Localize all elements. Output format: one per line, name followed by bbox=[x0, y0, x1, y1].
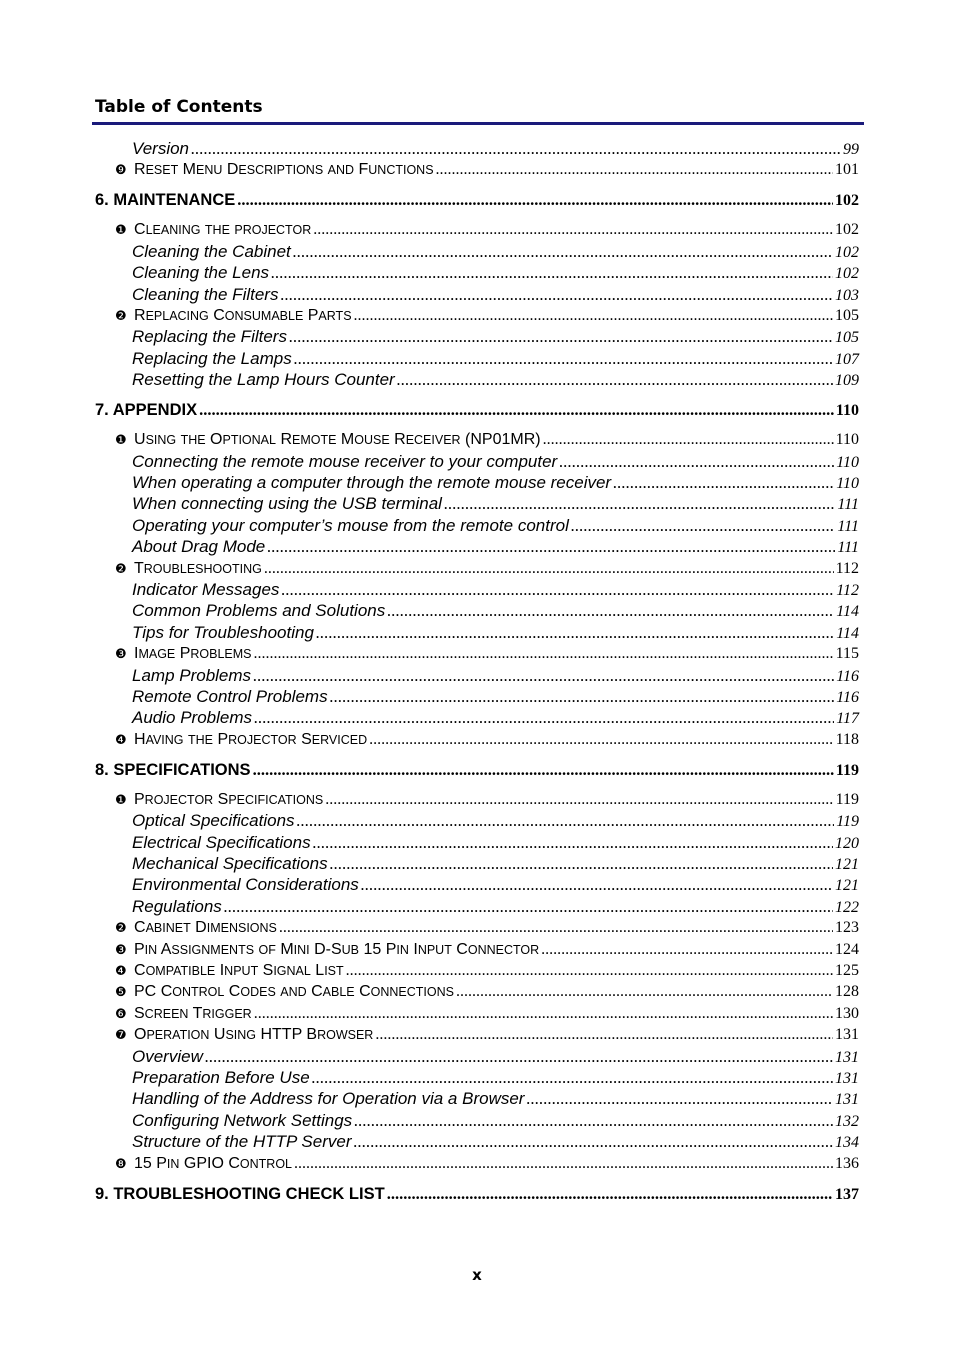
toc-bullet-number: ❾ bbox=[115, 163, 127, 178]
toc-bullet-number: ❺ bbox=[115, 985, 127, 1000]
toc-bullet-number: ❻ bbox=[115, 1007, 127, 1022]
toc-entry-section[interactable] bbox=[115, 730, 859, 751]
toc-entry-sub[interactable] bbox=[132, 242, 859, 263]
page-number: x bbox=[472, 1266, 482, 1284]
dot-leader bbox=[297, 811, 835, 831]
toc-entry-section[interactable] bbox=[115, 1025, 859, 1046]
toc-page-number: 116 bbox=[836, 668, 859, 685]
toc-page-number: 102 bbox=[835, 265, 859, 282]
toc-entry-label: ❷ REPLACING CONSUMABLE PARTS bbox=[115, 306, 352, 327]
toc-entry-label: When operating a computer through the remote mouse receiver bbox=[132, 473, 612, 492]
dot-leader bbox=[313, 833, 833, 853]
toc-page-number: 119 bbox=[835, 762, 859, 779]
dot-leader bbox=[325, 790, 833, 810]
dot-leader bbox=[289, 327, 833, 347]
dot-leader bbox=[294, 1154, 833, 1174]
toc-page-number: 131 bbox=[835, 1026, 859, 1043]
toc-entry-label: Resetting the Lamp Hours Counter bbox=[132, 370, 395, 389]
toc-bullet-number: ❶ bbox=[115, 433, 127, 448]
toc-page-number: 109 bbox=[835, 372, 859, 389]
dot-leader bbox=[294, 349, 833, 369]
toc-entry-label: Remote Control Problems bbox=[132, 687, 328, 706]
toc-entry-sub[interactable] bbox=[132, 516, 859, 537]
toc-entry-label: Structure of the HTTP Server bbox=[132, 1132, 352, 1151]
dot-leader bbox=[375, 1025, 833, 1045]
dot-leader bbox=[313, 220, 833, 240]
toc-entry-label: ❶ USING THE OPTIONAL REMOTE MOUSE RECEIVER (NP01MR) bbox=[115, 430, 541, 451]
toc-page-number: 99 bbox=[843, 141, 859, 158]
toc-entry-label: 6. MAINTENANCE bbox=[95, 191, 236, 209]
toc-page-number: 131 bbox=[835, 1070, 859, 1087]
toc-entry-sub[interactable] bbox=[132, 1047, 859, 1068]
toc-page-number: 137 bbox=[835, 1186, 859, 1203]
toc-entry-label: 7. APPENDIX bbox=[95, 401, 198, 419]
toc-page-number: 102 bbox=[835, 221, 859, 238]
toc-entry-sub[interactable] bbox=[132, 666, 859, 687]
toc-entry-chapter[interactable] bbox=[95, 400, 859, 421]
toc-bullet-number: ❷ bbox=[115, 562, 127, 577]
toc-entry-sub[interactable] bbox=[132, 473, 859, 494]
toc-entry-label: Connecting the remote mouse receiver to your computer bbox=[132, 452, 558, 471]
toc-entry-label: Operating your computer’s mouse from the remote control bbox=[132, 516, 569, 535]
toc-entry-label: ❾ RESET MENU DESCRIPTIONS AND FUNCTIONS bbox=[115, 160, 434, 181]
toc-entry-sub[interactable] bbox=[132, 1089, 859, 1110]
toc-entry-section[interactable] bbox=[115, 430, 859, 451]
toc-entry-sub[interactable] bbox=[132, 494, 859, 515]
dot-leader bbox=[293, 242, 833, 262]
dot-leader bbox=[354, 306, 833, 326]
toc-entry-label: ❶ CLEANING THE PROJECTOR bbox=[115, 220, 311, 241]
dot-leader bbox=[191, 139, 841, 159]
toc-entry-sub[interactable] bbox=[132, 139, 859, 160]
toc-page-number: 111 bbox=[837, 496, 859, 513]
toc-entry-label: ❺ PC CONTROL CODES AND CABLE CONNECTIONS bbox=[115, 982, 454, 1003]
toc-entry-sub[interactable] bbox=[132, 580, 859, 601]
toc-page-number: 119 bbox=[835, 791, 859, 808]
dot-leader bbox=[254, 1004, 833, 1024]
toc-entry-label: Electrical Specifications bbox=[132, 833, 311, 852]
toc-bullet-number: ❹ bbox=[115, 964, 127, 979]
toc-bullet-number: ❹ bbox=[115, 733, 127, 748]
toc-page-number: 105 bbox=[835, 307, 859, 324]
toc-entry-sub[interactable] bbox=[132, 370, 859, 391]
toc-page-number: 136 bbox=[835, 1155, 859, 1172]
dot-leader bbox=[559, 452, 834, 472]
toc-entry-section[interactable] bbox=[115, 306, 859, 327]
toc-page-number: 123 bbox=[835, 919, 859, 936]
dot-leader bbox=[264, 559, 834, 579]
toc-page-number: 112 bbox=[835, 560, 859, 577]
dot-leader bbox=[312, 1068, 833, 1088]
toc-bullet-number: ❷ bbox=[115, 921, 127, 936]
toc-entry-sub[interactable] bbox=[132, 537, 859, 558]
toc-bullet-number: ❽ bbox=[115, 1157, 127, 1172]
dot-leader bbox=[613, 473, 834, 493]
toc-page-number: 130 bbox=[835, 1005, 859, 1022]
toc-entry-label: Cleaning the Lens bbox=[132, 263, 270, 282]
toc-page-number: 110 bbox=[836, 475, 859, 492]
dot-leader bbox=[316, 623, 834, 643]
toc-page-number: 124 bbox=[835, 941, 859, 958]
dot-leader bbox=[199, 400, 834, 420]
toc-entry-label: ❻ SCREEN TRIGGER bbox=[115, 1004, 252, 1025]
toc-page-number: 114 bbox=[836, 603, 859, 620]
toc-bullet-number: ❼ bbox=[115, 1028, 127, 1043]
toc-bullet-number: ❷ bbox=[115, 309, 127, 324]
toc-entry-label: ❼ OPERATION USING HTTP BROWSER bbox=[115, 1025, 373, 1046]
toc-page-number: 102 bbox=[835, 192, 859, 209]
toc-page-number: 121 bbox=[835, 877, 859, 894]
toc-entry-label: When connecting using the USB terminal bbox=[132, 494, 442, 513]
toc-entry-sub[interactable] bbox=[132, 285, 859, 306]
toc-entry-sub[interactable] bbox=[132, 1132, 859, 1153]
dot-leader bbox=[267, 537, 835, 557]
toc-page-number: 110 bbox=[835, 402, 859, 419]
toc-entry-section[interactable] bbox=[115, 1154, 859, 1175]
dot-leader bbox=[387, 1184, 833, 1204]
toc-entry-section[interactable] bbox=[115, 982, 859, 1003]
toc-entry-label: Environmental Considerations bbox=[132, 875, 359, 894]
toc-entry-label: ❷ CABINET DIMENSIONS bbox=[115, 918, 277, 939]
toc-entry-label: ❶ PROJECTOR SPECIFICATIONS bbox=[115, 790, 323, 811]
toc-entry-label: 8. SPECIFICATIONS bbox=[95, 761, 251, 779]
dot-leader bbox=[279, 918, 833, 938]
dot-leader bbox=[456, 982, 833, 1002]
dot-leader bbox=[253, 666, 834, 686]
dot-leader bbox=[526, 1089, 833, 1109]
toc-entry-label: Handling of the Address for Operation via a Browser bbox=[132, 1089, 525, 1108]
dot-leader bbox=[280, 285, 833, 305]
toc-entry-section[interactable] bbox=[115, 644, 859, 665]
toc-entry-label: Cleaning the Cabinet bbox=[132, 242, 291, 261]
toc-entry-sub[interactable] bbox=[132, 1068, 859, 1089]
toc-entry-label: Regulations bbox=[132, 897, 222, 916]
dot-leader bbox=[330, 854, 833, 874]
dot-leader bbox=[444, 494, 835, 514]
toc-entry-label: Common Problems and Solutions bbox=[132, 601, 386, 620]
toc-entry-chapter[interactable] bbox=[95, 760, 859, 781]
toc-page-number: 134 bbox=[835, 1134, 859, 1151]
toc-entry-sub[interactable] bbox=[132, 854, 859, 875]
toc-entry-section[interactable] bbox=[115, 160, 859, 181]
toc-entry-label: 9. TROUBLESHOOTING CHECK LIST bbox=[95, 1185, 385, 1203]
toc-entry-label: ❹ COMPATIBLE INPUT SIGNAL LIST bbox=[115, 961, 344, 982]
toc-entry-label: Mechanical Specifications bbox=[132, 854, 328, 873]
toc-entry-section[interactable] bbox=[115, 940, 859, 961]
header-rule bbox=[92, 122, 864, 125]
toc-page-number: 112 bbox=[836, 582, 859, 599]
toc-page-number: 101 bbox=[835, 161, 859, 178]
toc-entry-sub[interactable] bbox=[132, 349, 859, 370]
dot-leader bbox=[346, 961, 833, 981]
toc-page-number: 103 bbox=[835, 287, 859, 304]
toc-page-number: 131 bbox=[835, 1049, 859, 1066]
dot-leader bbox=[205, 1047, 833, 1067]
toc-entry-label: Tips for Troubleshooting bbox=[132, 623, 314, 642]
toc-entry-section[interactable] bbox=[115, 1004, 859, 1025]
toc-entry-sub[interactable] bbox=[132, 687, 859, 708]
toc-page-number: 115 bbox=[835, 645, 859, 662]
dot-leader bbox=[397, 370, 833, 390]
toc-entry-label: ❽ 15 PIN GPIO CONTROL bbox=[115, 1154, 292, 1175]
toc-entry-label: Audio Problems bbox=[132, 708, 253, 727]
toc-page-number: 128 bbox=[835, 983, 859, 1000]
toc-entry-chapter[interactable] bbox=[95, 190, 859, 211]
toc-entry-label: About Drag Mode bbox=[132, 537, 266, 556]
toc-entry-label: Optical Specifications bbox=[132, 811, 295, 830]
dot-leader bbox=[237, 190, 833, 210]
dot-leader bbox=[254, 708, 834, 728]
toc-entry-sub[interactable] bbox=[132, 1111, 859, 1132]
toc-page-number: 132 bbox=[835, 1113, 859, 1130]
toc-entry-label: Indicator Messages bbox=[132, 580, 280, 599]
toc-page-number: 116 bbox=[836, 689, 859, 706]
toc-entry-sub[interactable] bbox=[132, 452, 859, 473]
dot-leader bbox=[571, 516, 836, 536]
toc-entry-section[interactable] bbox=[115, 918, 859, 939]
dot-leader bbox=[354, 1132, 834, 1152]
toc-entry-label: ❸ PIN ASSIGNMENTS OF MINI D-SUB 15 PIN INPUT CONNECTOR bbox=[115, 940, 539, 961]
dot-leader bbox=[224, 897, 833, 917]
toc-entry-label: ❹ HAVING THE PROJECTOR SERVICED bbox=[115, 730, 367, 751]
dot-leader bbox=[330, 687, 835, 707]
toc-entry-label: ❷ TROUBLESHOOTING bbox=[115, 559, 262, 580]
toc-entry-sub[interactable] bbox=[132, 875, 859, 896]
toc-page-number: 125 bbox=[835, 962, 859, 979]
toc-entry-label: Configuring Network Settings bbox=[132, 1111, 353, 1130]
toc-entry-label: Preparation Before Use bbox=[132, 1068, 310, 1087]
toc-bullet-number: ❶ bbox=[115, 223, 127, 238]
dot-leader bbox=[543, 430, 834, 450]
toc-entry-section[interactable] bbox=[115, 961, 859, 982]
toc-entry-sub[interactable] bbox=[132, 833, 859, 854]
dot-leader bbox=[271, 263, 833, 283]
toc-entry-sub[interactable] bbox=[132, 601, 859, 622]
toc-page-number: 117 bbox=[836, 710, 859, 727]
toc-entry-section[interactable] bbox=[115, 790, 859, 811]
toc-page-number: 121 bbox=[835, 856, 859, 873]
toc-page-number: 119 bbox=[836, 813, 859, 830]
toc-entry-label: Overview bbox=[132, 1047, 203, 1066]
dot-leader bbox=[281, 580, 834, 600]
toc-entry-section[interactable] bbox=[115, 220, 859, 241]
toc-entry-label: Cleaning the Filters bbox=[132, 285, 279, 304]
toc-page-number: 102 bbox=[835, 244, 859, 261]
page-title: Table of Contents bbox=[95, 97, 263, 117]
toc-entry-sub[interactable] bbox=[132, 623, 859, 644]
dot-leader bbox=[387, 601, 834, 621]
toc-entry-label: Replacing the Filters bbox=[132, 327, 287, 346]
toc-bullet-number: ❸ bbox=[115, 647, 127, 662]
toc-page-number: 111 bbox=[837, 539, 859, 556]
toc-entry-sub[interactable] bbox=[132, 897, 859, 918]
toc-page-number: 107 bbox=[835, 351, 859, 368]
toc-entry-chapter[interactable] bbox=[95, 1184, 859, 1205]
toc-page-number: 105 bbox=[835, 329, 859, 346]
dot-leader bbox=[369, 730, 833, 750]
toc-entry-sub[interactable] bbox=[132, 263, 859, 284]
toc-entry-section[interactable] bbox=[115, 559, 859, 580]
toc-entry-sub[interactable] bbox=[132, 811, 859, 832]
toc-entry-label: ❸ IMAGE PROBLEMS bbox=[115, 644, 252, 665]
dot-leader bbox=[254, 644, 834, 664]
toc-page-number: 110 bbox=[836, 454, 859, 471]
toc-page-number: 122 bbox=[835, 899, 859, 916]
dot-leader bbox=[541, 940, 833, 960]
toc-page-number: 120 bbox=[835, 835, 859, 852]
dot-leader bbox=[361, 875, 833, 895]
toc-page-number: 111 bbox=[837, 518, 859, 535]
toc-entry-sub[interactable] bbox=[132, 327, 859, 348]
dot-leader bbox=[436, 160, 833, 180]
toc-page-number: 114 bbox=[836, 625, 859, 642]
toc-bullet-number: ❶ bbox=[115, 793, 127, 808]
toc-entry-sub[interactable] bbox=[132, 708, 859, 729]
dot-leader bbox=[253, 760, 834, 780]
toc-page-number: 131 bbox=[835, 1091, 859, 1108]
toc-bullet-number: ❸ bbox=[115, 943, 127, 958]
dot-leader bbox=[354, 1111, 833, 1131]
toc-entry-label: Lamp Problems bbox=[132, 666, 252, 685]
toc-page-number: 110 bbox=[835, 431, 859, 448]
toc-entry-label: Version bbox=[132, 139, 190, 158]
toc-entry-label: Replacing the Lamps bbox=[132, 349, 292, 368]
toc-page-number: 118 bbox=[835, 731, 859, 748]
